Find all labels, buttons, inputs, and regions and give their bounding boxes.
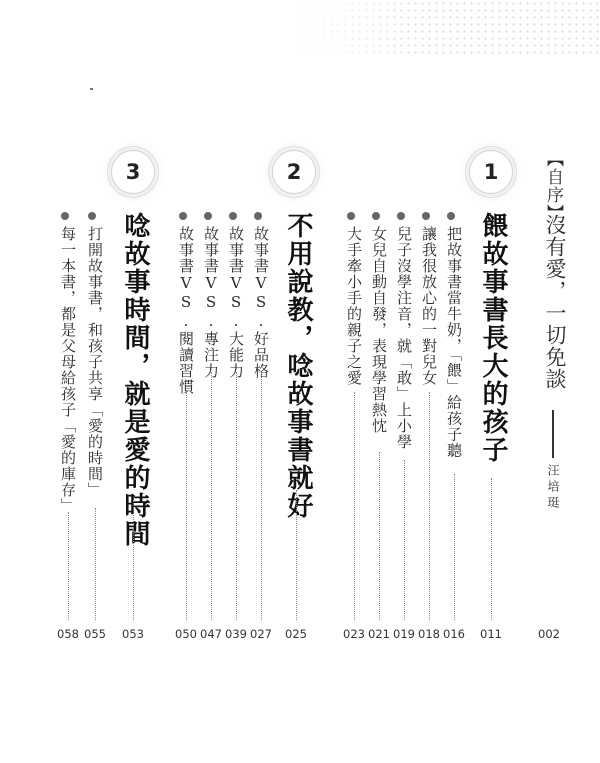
toc-entry-text: 大手牽小手的親子之愛 (345, 226, 363, 386)
leader-dots (354, 392, 355, 620)
toc-entry-2-4[interactable] (176, 212, 196, 622)
chapter-2-page: 025 (285, 627, 307, 641)
toc-entry-1-5[interactable] (344, 212, 364, 622)
chapter-1-number-badge: 1 (469, 150, 513, 194)
chapter-1-title: 餵故事書長大的孩子 (478, 212, 508, 464)
toc-entry-page: 055 (84, 627, 106, 641)
chapter-3-page: 053 (122, 627, 144, 641)
toc-entry-text: 故事書VS.專注力 (202, 226, 220, 379)
chapter-1-page: 011 (480, 627, 502, 641)
leader-dots (454, 474, 455, 620)
toc-entry-page: 016 (443, 627, 465, 641)
preface-entry[interactable] (533, 148, 573, 618)
bullet-icon (229, 212, 237, 220)
toc-entry-page: 023 (343, 627, 365, 641)
toc-entry-2-2[interactable] (226, 212, 246, 622)
toc-entry-page: 019 (393, 627, 415, 641)
leader-dots (429, 392, 430, 620)
chapter-3-title: 唸故事時間，就是愛的時間 (120, 212, 150, 548)
bullet-icon (422, 212, 430, 220)
toc-entry-text: 女兒自動自發，表現學習熱忱 (370, 226, 388, 434)
toc-entry-text: 兒子沒學注音，就「敢」上小學 (395, 226, 413, 450)
bullet-icon (88, 212, 96, 220)
toc-entry-1-2[interactable] (419, 212, 439, 622)
bullet-icon (397, 212, 405, 220)
preface-label: 【自序】 (543, 150, 563, 222)
preface-author: 汪培珽 (546, 464, 560, 512)
leader-dots (491, 478, 492, 620)
toc-entry-text: 打開故事書，和孩子共享「愛的時間」 (86, 226, 104, 498)
toc-entry-text: 故事書VS.閱讀習慣 (177, 226, 195, 395)
toc-entry-text: 把故事書當牛奶，「餵」給孩子聽 (445, 226, 463, 459)
toc-entry-3-1[interactable] (85, 212, 105, 622)
toc-entry-text: 讓我很放心的一對兒女 (420, 226, 438, 386)
bullet-icon (61, 212, 69, 220)
toc-entry-page: 058 (57, 627, 79, 641)
leader-dots (95, 508, 96, 620)
bullet-icon (372, 212, 380, 220)
preface-page: 002 (538, 627, 560, 641)
leader-dots (211, 372, 212, 620)
toc-entry-page: 027 (250, 627, 272, 641)
toc-entry-page: 050 (175, 627, 197, 641)
toc-entry-page: 021 (368, 627, 390, 641)
leader-dots (404, 460, 405, 620)
leader-dots (236, 372, 237, 620)
bullet-icon (179, 212, 187, 220)
leader-dots (261, 372, 262, 620)
preface-label-box (541, 150, 565, 222)
chapter-2-title: 不用說教，唸故事書就好 (283, 212, 313, 520)
preface-author-box (545, 464, 562, 512)
toc-entry-page: 018 (418, 627, 440, 641)
bullet-icon (447, 212, 455, 220)
toc-entry-page: 039 (225, 627, 247, 641)
em-dash (552, 410, 554, 458)
toc-entry-1-3[interactable] (394, 212, 414, 622)
leader-dots (133, 500, 134, 620)
preface-title: 沒有愛，一切免談 (543, 214, 567, 390)
speck-mark (90, 88, 93, 90)
toc-entry-1-4[interactable] (369, 212, 389, 622)
toc-entry-text: 故事書VS.好品格 (252, 226, 270, 379)
toc-entry-3-2[interactable] (58, 212, 78, 622)
toc-entry-text: 故事書VS.大能力 (227, 226, 245, 379)
leader-dots (68, 512, 69, 620)
leader-dots (379, 452, 380, 620)
leader-dots (186, 392, 187, 620)
bullet-icon (347, 212, 355, 220)
toc-entry-2-1[interactable] (251, 212, 271, 622)
toc-entry-text: 每一本書，都是父母給孩子「愛的庫存」 (59, 226, 77, 514)
toc-entry-page: 047 (200, 627, 222, 641)
bullet-icon (204, 212, 212, 220)
toc-entry-2-3[interactable] (201, 212, 221, 622)
leader-dots (296, 490, 297, 620)
toc-entry-1-1[interactable] (444, 212, 464, 622)
dotted-pattern (300, 0, 600, 58)
chapter-3-number-badge: 3 (111, 150, 155, 194)
bullet-icon (254, 212, 262, 220)
chapter-2-number-badge: 2 (272, 150, 316, 194)
